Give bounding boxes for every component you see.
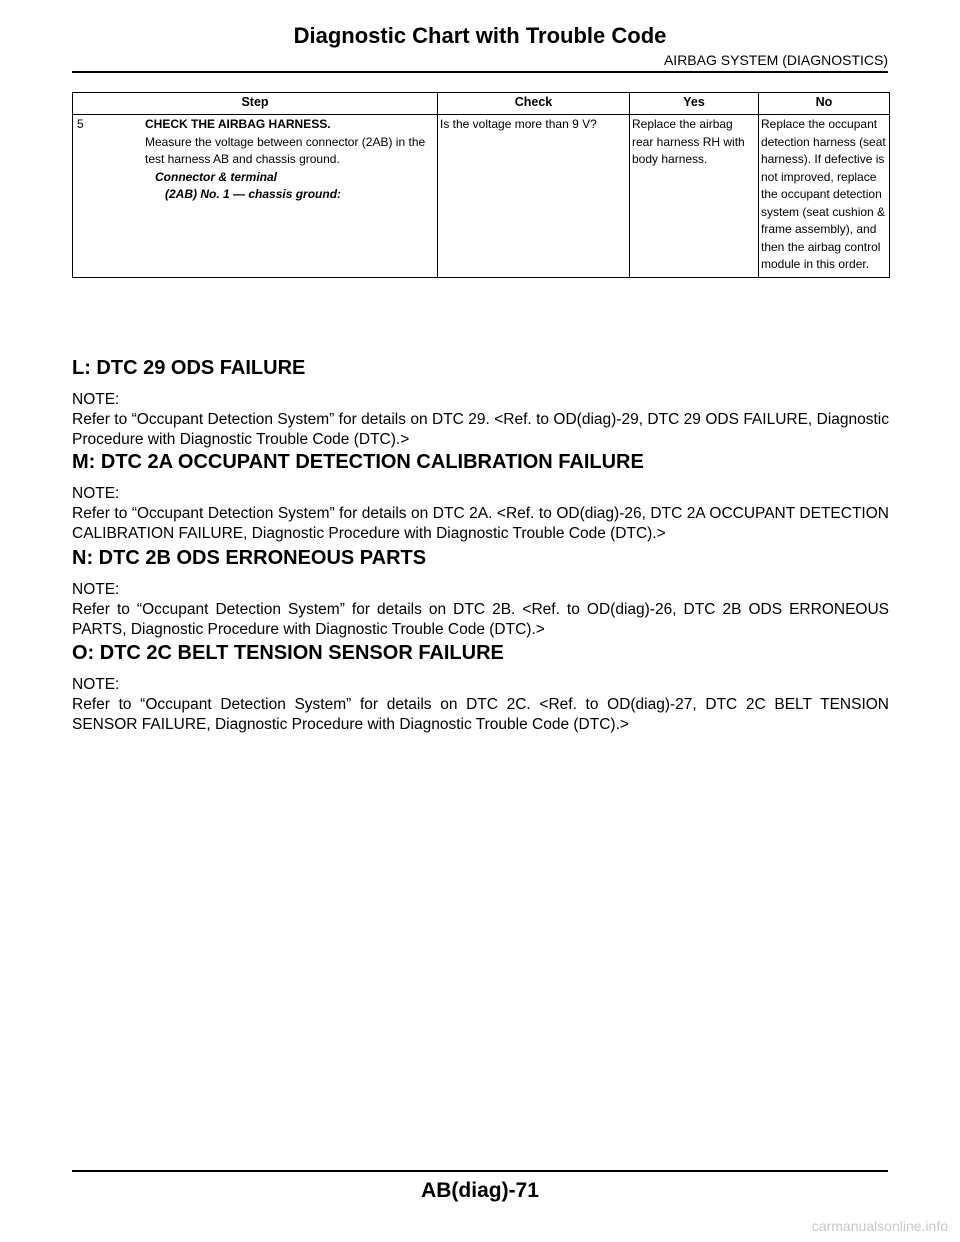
footer-divider — [72, 1170, 888, 1172]
column-header-check: Check — [438, 93, 630, 115]
section-title: L: DTC 29 ODS FAILURE — [72, 357, 306, 379]
page-title: Diagnostic Chart with Trouble Code — [293, 23, 667, 48]
section-o — [72, 641, 889, 735]
section-n — [72, 546, 889, 640]
note-label: NOTE: — [72, 485, 120, 502]
step-number: 5 — [77, 117, 84, 131]
note-text: Refer to “Occupant Detection System” for details on DTC 2B. <Ref. to OD(diag)-26, DTC 2B ODS ERRONEOUS PARTS, Diagnostic Procedure with Diagnostic Trouble Code (DTC).> — [72, 601, 889, 638]
column-header-yes: Yes — [630, 93, 759, 115]
section-subtitle: AIRBAG SYSTEM (DIAGNOSTICS) — [663, 52, 888, 68]
note-label: NOTE: — [72, 676, 120, 693]
step-heading: CHECK THE AIRBAG HARNESS. — [145, 117, 331, 131]
step-instruction: Measure the voltage between connector (2AB) in the test harness AB and chassis ground. — [145, 134, 426, 166]
note-label: NOTE: — [72, 391, 120, 408]
yes-cell: Replace the airbag rear harness RH with body harness. — [630, 115, 759, 278]
note-text: Refer to “Occupant Detection System” for details on DTC 29. <Ref. to OD(diag)-29, DTC 29 ODS FAILURE, Diagnostic Procedure with Diagnostic Trouble Code (DTC).> — [72, 411, 889, 448]
note-text: Refer to “Occupant Detection System” for details on DTC 2A. <Ref. to OD(diag)-26, DTC 2A OCCUPANT DETECTION CALIBRATION FAILURE, Diagnostic Procedure with Diagnostic Trouble Code (DTC).> — [72, 505, 889, 542]
watermark-link[interactable]: carmanualsonline.info — [811, 1218, 948, 1234]
section-title: M: DTC 2A OCCUPANT DETECTION CALIBRATION FAILURE — [72, 451, 644, 473]
no-cell: Replace the occupant detection harness (seat harness). If defective is not improved, replace the occupant detection system (seat cushion & frame assembly), and then the airbag control module in this order. — [759, 115, 890, 278]
check-cell: Is the voltage more than 9 V? — [438, 115, 630, 278]
table-header-row — [73, 93, 890, 115]
table-row — [73, 115, 890, 278]
note-text: Refer to “Occupant Detection System” for details on DTC 2C. <Ref. to OD(diag)-27, DTC 2C BELT TENSION SENSOR FAILURE, Diagnostic Procedure with Diagnostic Trouble Code (DTC).> — [72, 696, 889, 733]
page-header — [72, 22, 888, 73]
section-title: O: DTC 2C BELT TENSION SENSOR FAILURE — [72, 642, 504, 664]
note-label: NOTE: — [72, 581, 120, 598]
diagnostic-step-table — [72, 92, 890, 278]
column-header-step: Step — [73, 93, 438, 115]
section-l — [72, 356, 889, 450]
column-header-no: No — [759, 93, 890, 115]
step-body — [145, 116, 435, 204]
page-footer — [72, 1170, 888, 1204]
page-number: AB(diag)-71 — [421, 1179, 539, 1202]
section-title: N: DTC 2B ODS ERRONEOUS PARTS — [72, 547, 427, 569]
connector-value: (2AB) No. 1 — chassis ground: — [165, 187, 342, 201]
section-m — [72, 450, 889, 544]
connector-label: Connector & terminal — [155, 169, 278, 184]
step-cell — [73, 115, 438, 278]
header-divider — [72, 71, 888, 73]
